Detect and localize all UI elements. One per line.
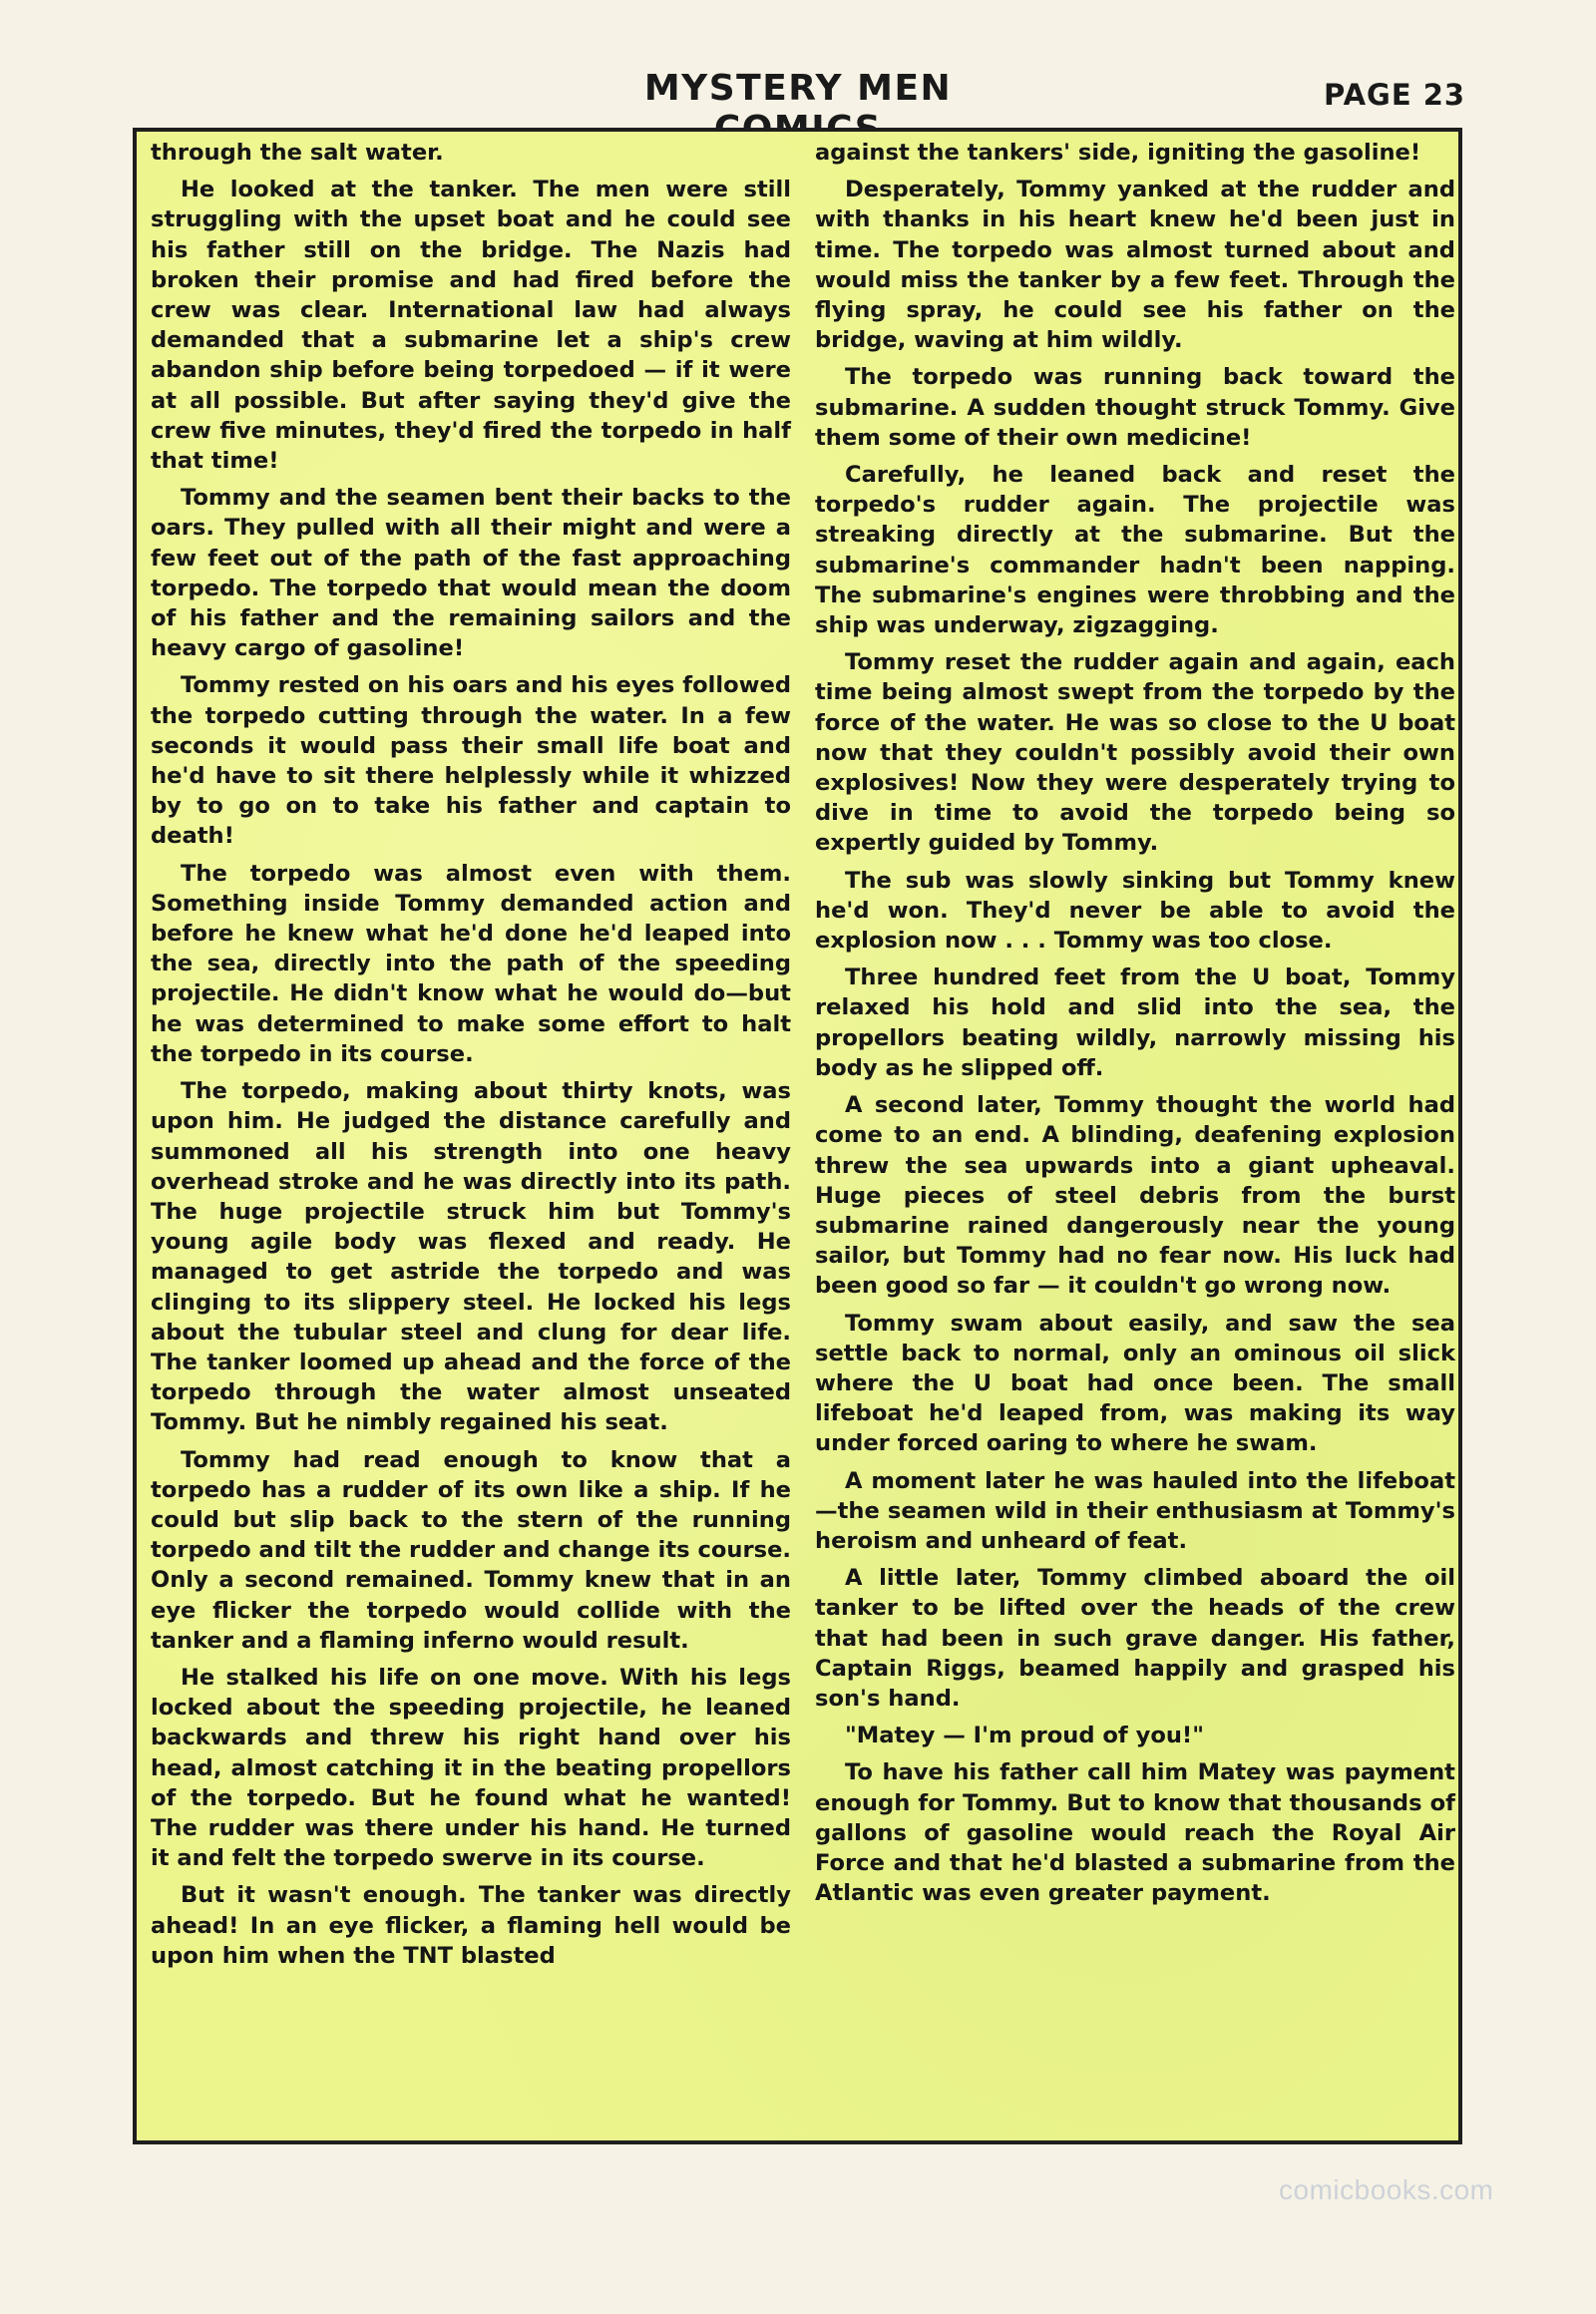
story-paragraph: He looked at the tanker. The men were still struggling with the upset boat and he could see his father still on the bridge. The Nazis had broken their promise and had fired before the crew was clear. International law had always demanded that a submarine let a ship's crew abandon ship before being torpedoed — if it were at all possible. But after saying they'd give the crew five minutes, they'd fired the torpedo in half that time! bbox=[151, 177, 791, 475]
story-paragraph: He stalked his life on one move. With his legs locked about the speeding projectile, he leaned backwards and threw his right hand over his head, almost catching it in the beating propellors of the torpedo. But he found what he wanted! The rudder was there under his hand. He turned it and felt the torpedo swerve in its course. bbox=[151, 1664, 791, 1872]
story-paragraph: The torpedo was running back toward the submarine. A sudden thought struck Tommy. Give them some of their own medicine! bbox=[815, 364, 1455, 451]
story-paragraph: But it wasn't enough. The tanker was directly ahead! In an eye flicker, a flaming hell would be upon him when the TNT blasted bbox=[151, 1882, 791, 1969]
story-text-box bbox=[133, 128, 1462, 2144]
story-paragraph: Three hundred feet from the U boat, Tommy relaxed his hold and slid into the sea, the propellors beating wildly, narrowly missing his body as he slipped off. bbox=[815, 964, 1455, 1081]
page-header bbox=[0, 68, 1596, 128]
story-paragraph: Tommy rested on his oars and his eyes followed the torpedo cutting through the water. In a few seconds it would pass their small life boat and he'd have to sit there helplessly while it whizzed by to go on to take his father and captain to death! bbox=[151, 672, 791, 850]
story-column-left bbox=[151, 138, 791, 1978]
story-paragraph: A little later, Tommy climbed aboard the oil tanker to be lifted over the heads of the crew that had been in such grave danger. His father, Captain Riggs, beamed happily and grasped his son's hand. bbox=[815, 1565, 1455, 1712]
magazine-title: MYSTERY MEN bbox=[643, 68, 953, 109]
story-column-right bbox=[815, 138, 1455, 1915]
story-paragraph: A second later, Tommy thought the world had come to an end. A blinding, deafening explosion threw the sea upwards into a giant upheaval. Huge pieces of steel debris from the burst submarine rained dangerously near the young sailor, but Tommy had no fear now. His luck had been good so far — it couldn't go wrong now. bbox=[815, 1092, 1455, 1300]
page-number: PAGE 23 bbox=[1324, 78, 1466, 112]
story-paragraph: Tommy reset the rudder again and again, each time being almost swept from the torpedo by the force of the water. He was so close to the U boat now that they couldn't possibly avoid their own explosives! Now they were desperately trying to dive in time to avoid the torpedo being so expertly guided by Tommy. bbox=[815, 649, 1455, 857]
story-paragraph: To have his father call him Matey was payment enough for Tommy. But to know that thousands of gallons of gasoline would reach the Royal Air Force and that he'd blasted a submarine from the Atlantic was even greater payment. bbox=[815, 1759, 1455, 1907]
story-paragraph: against the tankers' side, igniting the gasoline! bbox=[815, 140, 1421, 166]
story-paragraph: The sub was slowly sinking but Tommy knew he'd won. They'd never be able to avoid the explosion now . . . Tommy was too close. bbox=[815, 867, 1455, 955]
watermark: comicbooks.com bbox=[1279, 2174, 1494, 2205]
story-paragraph: The torpedo was almost even with them. Something inside Tommy demanded action and before he knew what he'd done he'd leaped into the sea, directly into the path of the speeding projectile. He didn't know what he would do—but he was determined to make some effort to halt the torpedo in its course. bbox=[151, 860, 791, 1067]
story-paragraph: Desperately, Tommy yanked at the rudder and with thanks in his heart knew he'd been just in time. The torpedo was almost turned about and would miss the tanker by a few feet. Through the flying spray, he could see his father on the bridge, waving at him wildly. bbox=[815, 177, 1455, 354]
story-paragraph: Tommy swam about easily, and saw the sea settle back to normal, only an ominous oil slick where the U boat had once been. The small lifeboat he'd leaped from, was making its way under forced oaring to where he swam. bbox=[815, 1310, 1455, 1457]
story-paragraph: The torpedo, making about thirty knots, was upon him. He judged the distance carefully and summoned all his strength into one heavy overhead stroke and he was directly into its path. The huge projectile struck him but Tommy's young agile body was flexed and ready. He managed to get astride the torpedo and was clinging to its slippery steel. He locked his legs about the tubular steel and clung for dear life. The tanker loomed up ahead and the force of the torpedo through the water almost unseated Tommy. But he nimbly regained his seat. bbox=[151, 1078, 791, 1436]
story-paragraph: through the salt water. bbox=[151, 140, 444, 166]
story-paragraph: A moment later he was hauled into the lifeboat—the seamen wild in their enthusiasm at Tommy's heroism and unheard of feat. bbox=[815, 1467, 1455, 1554]
story-paragraph: Tommy and the seamen bent their backs to the oars. They pulled with all their might and were a few feet out of the path of the fast approaching torpedo. The torpedo that would mean the doom of his father and the remaining sailors and the heavy cargo of gasoline! bbox=[151, 485, 791, 662]
story-paragraph: Tommy had read enough to know that a torpedo has a rudder of its own like a ship. If he could but slip back to the stern of the running torpedo and tilt the rudder and change its course. Only a second remained. Tommy knew that in an eye flicker the torpedo would collide with the tanker and a flaming inferno would result. bbox=[151, 1446, 791, 1654]
story-paragraph: Carefully, he leaned back and reset the torpedo's rudder again. The projectile was streaking directly at the submarine. But the submarine's commander hadn't been napping. The submarine's engines were throbbing and the ship was underway, zigzagging. bbox=[815, 462, 1455, 639]
story-quote: "Matey — I'm proud of you!" bbox=[845, 1723, 1204, 1749]
